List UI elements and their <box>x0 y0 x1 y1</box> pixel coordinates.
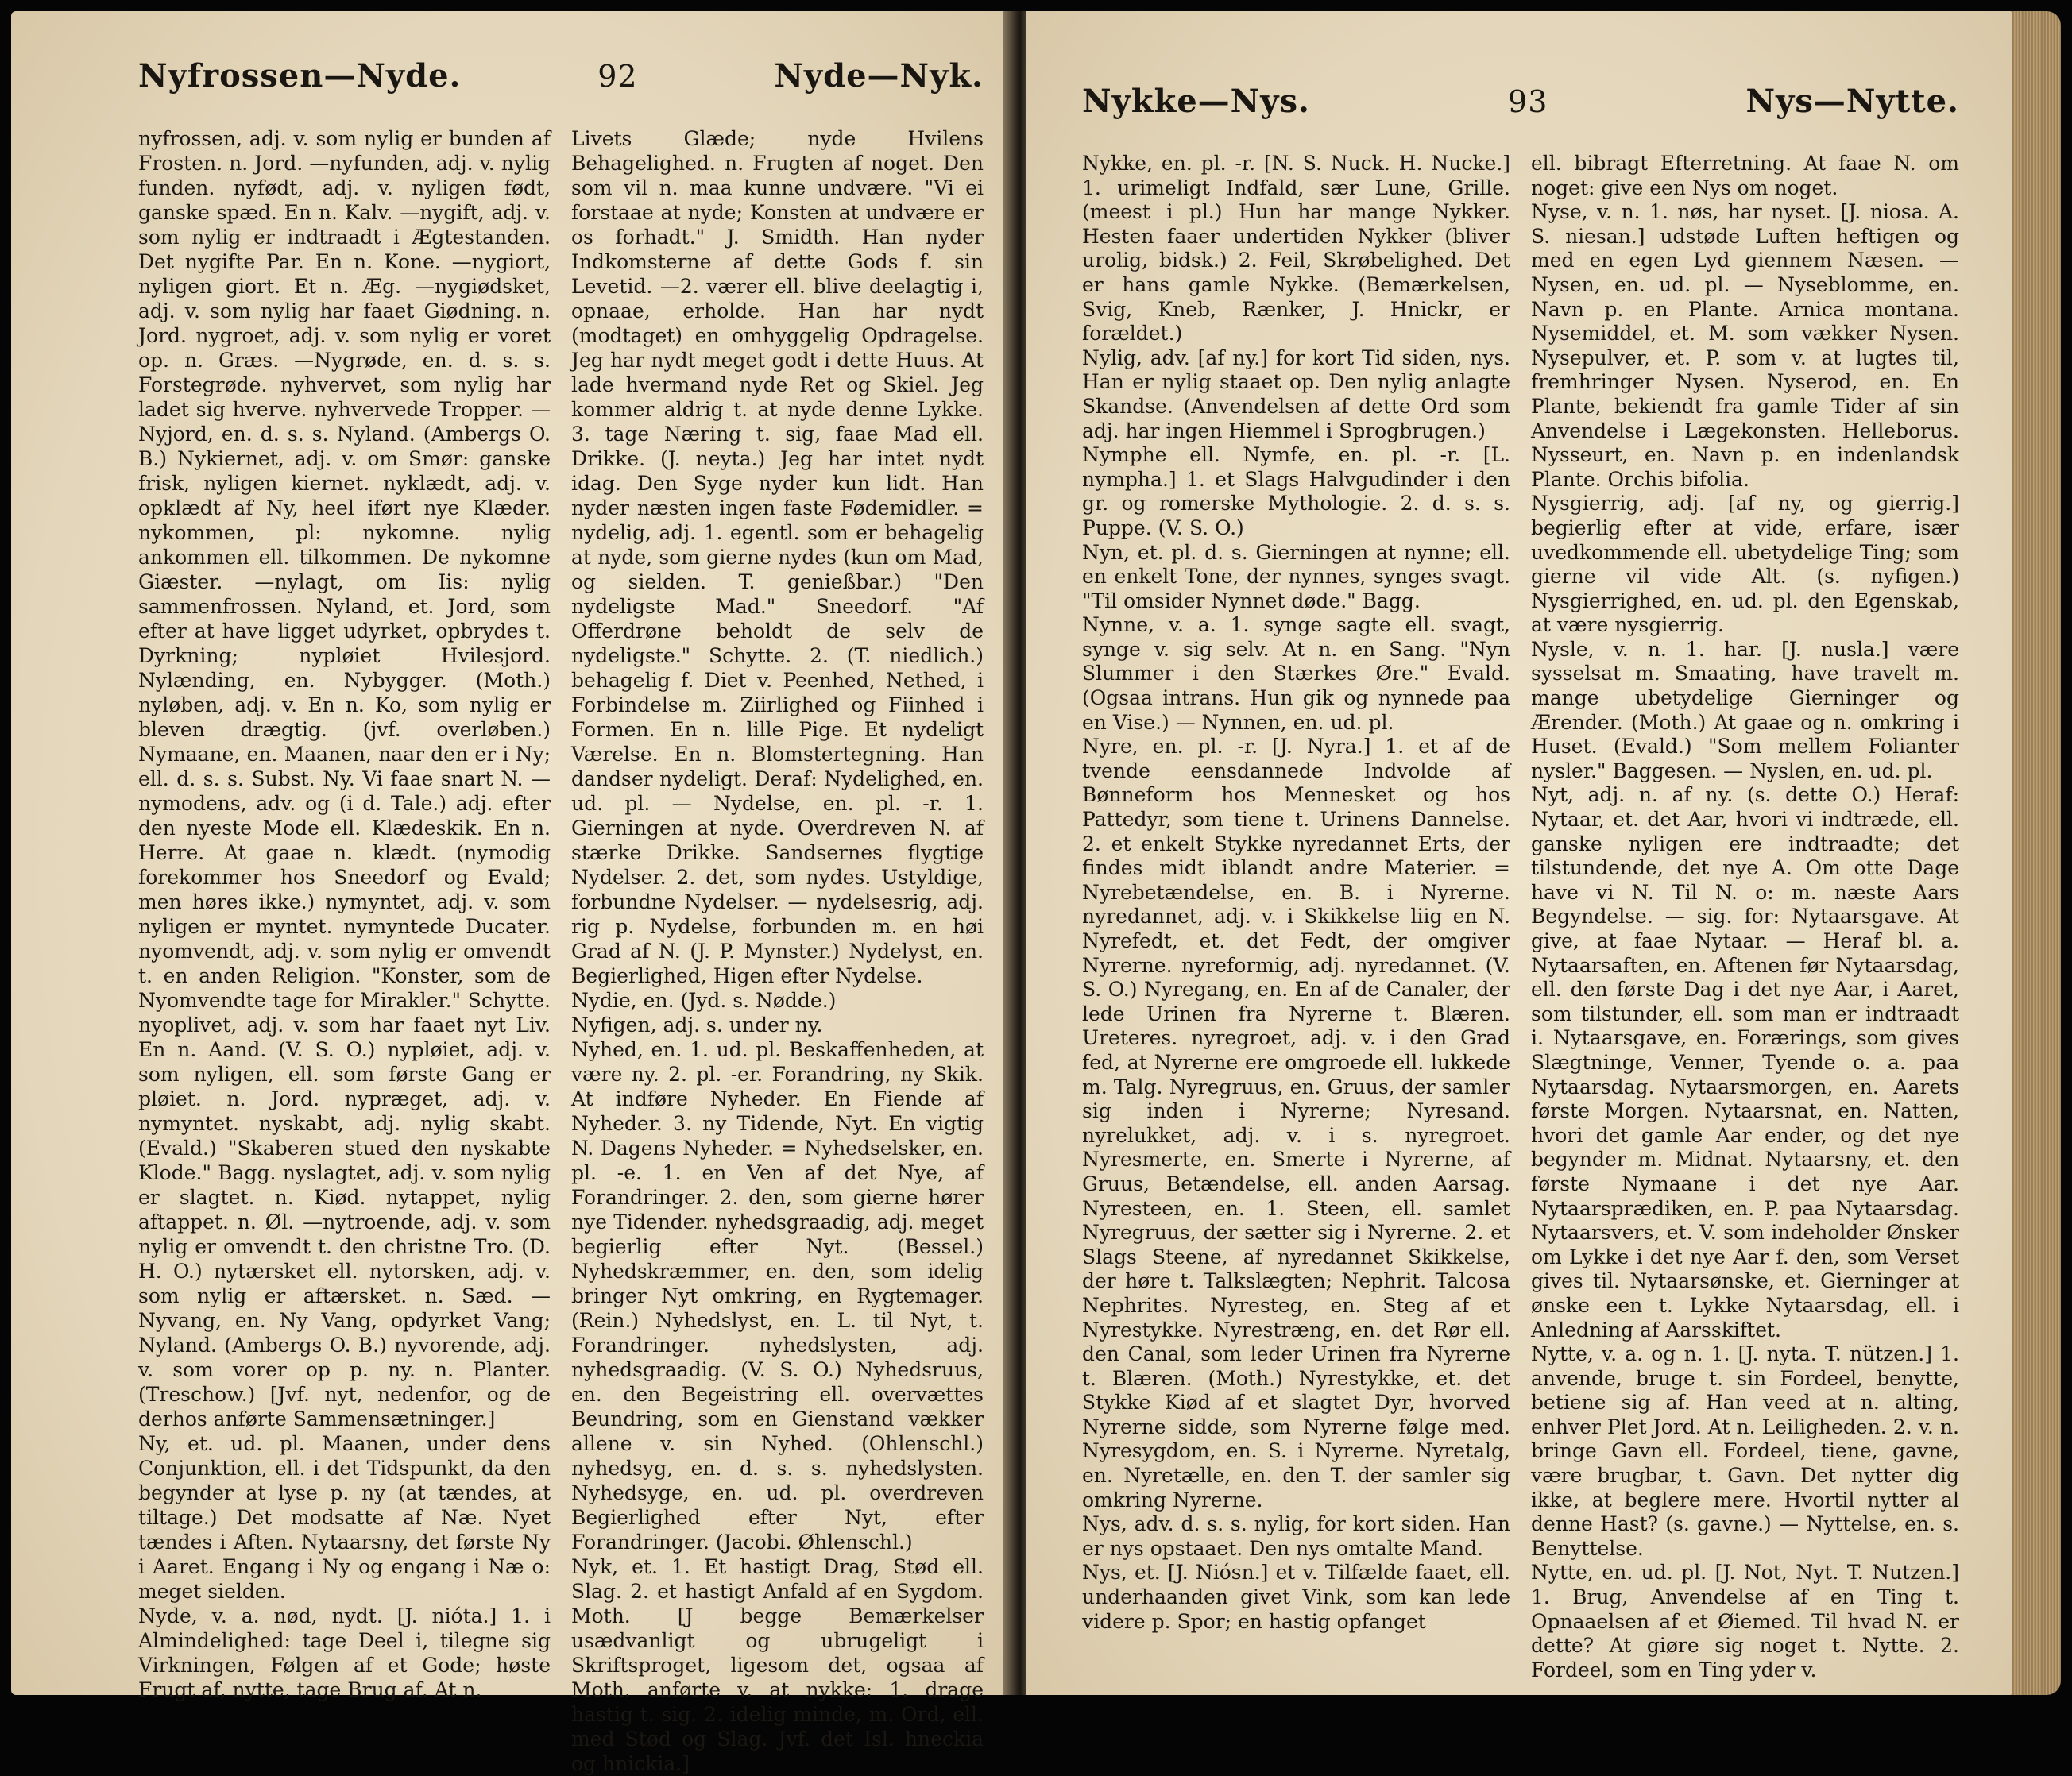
header-left: Nyfrossen—Nyde. <box>138 57 462 95</box>
header-right: Nyde—Nyk. <box>774 57 984 95</box>
text-columns <box>1082 152 1959 1682</box>
running-head <box>1082 83 1959 120</box>
page-number: 92 <box>597 59 638 94</box>
column-2: Livets Glæde; nyde Hvilens Behagelighed. n. Frugten af noget. Den som vil n. maa kunne undvære. "Vi ei forstaae at nyde; Konsten at undvære er os forhadt." J. Smidth. Han nyder Indkomsterne af dette Gods f. sin Levetid. —2. værer ell. blive deelagtig i, opnaae, erholde. Han har nydt (modtaget) en omhyggelig Opdragelse. Jeg har nydt meget godt i dette Huus. At lade hvermand nyde Ret og Skiel. Jeg kommer aldrig t. at nyde denne Lykke. 3. tage Næring t. sig, faae Mad ell. Drikke. (J. neyta.) Jeg har intet nydt idag. Den Syge nyder kun lidt. Han nyder næsten ingen faste Fødemidler. = nydelig, adj. 1. egentl. som er behagelig at nyde, som gierne nydes (kun om Mad, og sielden. T. genießbar.) "Den nydeligste Mad." Sneedorf. "Af Offerdrøne beholdt de selv de nydeligste." Schytte. 2. (T. niedlich.) behagelig f. Diet v. Peenhed, Nethed, i Forbindelse m. Ziirlighed og Fiinhed i Formen. En n. lille Pige. Et nydeligt Værelse. En n. Blomstertegning. Han dandser nydeligt. Deraf: Nydelighed, en. ud. pl. — Nydelse, en. pl. -r. 1. Gierningen at nyde. Overdreven N. af stærke Drikke. Sandsernes flygtige Nydelser. 2. det, som nydes. Ustyldige, forbundne Nydelser. — nydelsesrig, adj. rig p. Nydelse, forbunden m. en høi Grad af N. (J. P. Mynster.) Nydelyst, en. Begierlighed, Higen efter Nydelse. Nydie, en. (Jyd. s. Nødde.) Nyfigen, adj. s. under ny. Nyhed, en. 1. ud. pl. Beskaffenheden, at være ny. 2. pl. -er. Forandring, ny Skik. At indføre Nyheder. En Fiende af Nyheder. 3. ny Tidende, Nyt. En vigtig N. Dagens Nyheder. = Nyhedselsker, en. pl. -e. 1. en Ven af det Nye, af Forandringer. 2. den, som gierne hører nye Tidender. nyhedsgraadig, adj. meget begierlig efter Nyt. (Bessel.) Nyhedskræmmer, en. den, som idelig bringer Nyt omkring, en Rygtemager. (Rein.) Nyhedslyst, en. L. til Nyt, t. Forandringer. nyhedslysten, adj. nyhedsgraadig. (V. S. O.) Nyhedsruus, en. den Begeistring ell. overvættes Beundring, som en Gienstand vækker allene v. sin Nyhed. (Ohlenschl.) nyhedsyg, en. d. s. s. nyhedslysten. Nyhedsyge, en. ud. pl. overdreven Begierlighed efter Nyt, efter Forandringer. (Jacobi. Øhlenschl.) Nyk, et. 1. Et hastigt Drag, Stød ell. Slag. 2. et hastigt Anfald af en Sygdom. Moth. [J begge Bemærkelser usædvanligt og ubrugeligt i Skriftsproget, ligesom det, ogsaa af Moth. anførte v. at nykke: 1. drage hastig t. sig. 2. idelig minde, m. Ord, ell. med Stød og Slag. Jvf. det Isl. hneckia og hnickia.] <box>571 127 984 1775</box>
column-1: nyfrossen, adj. v. som nylig er bunden af Frosten. n. Jord. —nyfunden, adj. v. nylig funden. nyfødt, adj. v. nyligen født, ganske spæd. En n. Kalv. —nygift, adj. v. som nylig er indtraadt i Ægtestanden. Det nygifte Par. En n. Kone. —nygiort, nyligen giort. Et n. Æg. —nygiødsket, adj. v. som nylig har faaet Giødning. n. Jord. nygroet, adj. v. som nylig er voret op. n. Græs. —Nygrøde, en. d. s. s. Forstegrøde. nyhvervet, som nylig har ladet sig hverve. nyhvervede Tropper. —Nyjord, en. d. s. s. Nyland. (Ambergs O. B.) Nykiernet, adj. v. om Smør: ganske frisk, nyligen kiernet. nyklædt, adj. v. opklædt af Ny, heel iført nye Klæder. nykommen, pl: nykomne. nylig ankommen ell. tilkommen. De nykomne Giæster. —nylagt, om Iis: nylig sammenfrossen. Nyland, et. Jord, som efter at have ligget udyrket, opbrydes t. Dyrkning; nypløiet Hvilesjord. Nylænding, en. Nybygger. (Moth.) nyløben, adj. v. En n. Ko, som nylig er bleven drægtig. (jvf. overløben.) Nymaane, en. Maanen, naar den er i Ny; ell. d. s. s. Subst. Ny. Vi faae snart N. —nymodens, adv. og (i d. Tale.) adj. efter den nyeste Mode ell. Klædeskik. En n. Herre. At gaae n. klædt. (nymodig forekommer hos Sneedorf og Evald; men høres ikke.) nymyntet, adj. v. som nyligen er myntet. nymyntede Ducater. nyomvendt, adj. v. som nylig er omvendt t. en anden Religion. "Konster, som de Nyomvendte tage for Mirakler." Schytte. nyoplivet, adj. v. som har faaet nyt Liv. En n. Aand. (V. S. O.) nypløiet, adj. v. som nyligen, ell. som første Gang er pløiet. n. Jord. nypræget, adj. v. nymyntet. nyskabt, adj. nylig skabt. (Evald.) "Skaberen stued den nyskabte Klode." Bagg. nyslagtet, adj. v. som nylig er slagtet. n. Kiød. nytappet, nylig aftappet. n. Øl. —nytroende, adj. v. som nylig er omvendt t. den christne Tro. (D. H. O.) nytærsket ell. nytorsken, adj. v. som nylig er aftærsket. n. Sæd. —Nyvang, en. Ny Vang, opdyrket Vang; Nyland. (Ambergs O. B.) nyvorende, adj. v. som vorer op p. ny. n. Planter. (Treschow.) [Jvf. nyt, nedenfor, og de derhos anførte Sammensætninger.] Ny, et. ud. pl. Maanen, under dens Conjunktion, ell. i det Tidspunkt, da den begynder at lyse p. ny (at tændes, at tiltage.) Det modsatte af Næ. Nyet tændes i Aften. Nytaarsny, det første Ny i Aaret. Engang i Ny og engang i Næ o: meget sielden. Nyde, v. a. nød, nydt. [J. nióta.] 1. i Almindelighed: tage Deel i, tilegne sig Virkningen, Følgen af et Gode; høste Frugt af, nytte, tage Brug af. At n. <box>138 127 551 1701</box>
page-edges <box>2012 11 2061 1695</box>
page-number: 93 <box>1508 84 1548 119</box>
text-columns <box>138 126 984 1776</box>
column-1: Nykke, en. pl. -r. [N. S. Nuck. H. Nucke.] 1. urimeligt Indfald, sær Lune, Grille. (meest i pl.) Hun har mange Nykker. Hesten faaer undertiden Nykker (bliver urolig, bidsk.) 2. Feil, Skrøbelighed. Det er hans gamle Nykke. (Bemærkelsen, Svig, Kneb, Rænker, J. Hnickr, er forældet.) Nylig, adv. [af ny.] for kort Tid siden, nys. Han er nylig staaet op. Den nylig anlagte Skandse. (Anvendelsen af dette Ord som adj. har ingen Hiemmel i Sprogbrugen.) Nymphe ell. Nymfe, en. pl. -r. [L. nympha.] 1. et Slags Halvgudinder i den gr. og romerske Mythologie. 2. d. s. s. Puppe. (V. S. O.) Nyn, et. pl. d. s. Gierningen at nynne; ell. en enkelt Tone, der nynnes, synges svagt. "Til omsider Nynnet døde." Bagg. Nynne, v. a. 1. synge sagte ell. svagt, synge v. sig selv. At n. en Sang. "Nyn Slummer i den Stærkes Øre." Evald. (Ogsaa intrans. Hun gik og nynnede paa en Vise.) — Nynnen, en. ud. pl. Nyre, en. pl. -r. [J. Nyra.] 1. et af de tvende eensdannede Indvolde af Bønneform hos Mennesket og hos Pattedyr, som tiene t. Urinens Dannelse. 2. et enkelt Stykke nyredannet Erts, der findes midt iblandt andre Materier. = Nyrebetændelse, en. B. i Nyrerne. nyredannet, adj. v. i Skikkelse liig en N. Nyrefedt, et. det Fedt, der omgiver Nyrerne. nyreformig, adj. nyredannet. (V. S. O.) Nyregang, en. En af de Canaler, der lede Urinen fra Nyrerne t. Blæren. Ureteres. nyregroet, adj. v. i den Grad fed, at Nyrerne ere omgroede ell. lukkede m. Talg. Nyregruus, en. Gruus, der samler sig inden i Nyrerne; Nyresand. nyrelukket, adj. v. i s. nyregroet. Nyresmerte, en. Smerte i Nyrerne, af Gruus, Betændelse, ell. anden Aarsag. Nyresteen, en. 1. Steen, ell. samlet Nyregruus, der sætter sig i Nyrerne. 2. et Slags Steene, af nyredannet Skikkelse, der høre t. Talkslægten; Nephrit. Talcosa Nephrites. Nyresteg, en. Steg af et Nyrestykke. Nyrestræng, en. det Rør ell. den Canal, som leder Urinen fra Nyrerne t. Blæren. (Moth.) Nyrestykke, et. det Stykke Kiød af et slagtet Dyr, hvorved Nyrerne sidde, som Nyrerne følge med. Nyresygdom, en. S. i Nyrerne. Nyretalg, en. Nyretælle, en. den T. der samler sig omkring Nyrerne. Nys, adv. d. s. s. nylig, for kort siden. Han er nys opstaaet. Den nys omtalte Mand. Nys, et. [J. Niósn.] et v. Tilfælde faaet, ell. underhaanden givet Vink, som kan lede videre p. Spor; en hastig opfanget <box>1082 152 1510 1633</box>
right-page <box>1026 11 2015 1695</box>
header-right: Nys—Nytte. <box>1745 83 1959 120</box>
header-left: Nykke—Nys. <box>1082 83 1310 120</box>
running-head <box>138 57 984 95</box>
column-2: ell. bibragt Efterretning. At faae N. om noget: give een Nys om noget. Nyse, v. n. 1. nøs, har nyset. [J. niosa. A. S. niesan.] udstøde Luften heftigen og med en egen Lyd giennem Næsen. — Nysen, en. ud. pl. — Nyseblomme, en. Navn p. en Plante. Arnica montana. Nysemiddel, et. M. som vækker Nysen. Nysepulver, et. P. som v. at lugtes til, fremhringer Nysen. Nyserod, en. En Plante, bekiendt fra gamle Tider af sin Anvendelse i Lægekonsten. Helleborus. Nysseurt, en. Navn p. en indenlandsk Plante. Orchis bifolia. Nysgierrig, adj. [af ny, og gierrig.] begierlig efter at vide, erfare, især uvedkommende ell. ubetydelige Ting; som gierne vil vide Alt. (s. nyfigen.) Nysgierrighed, en. ud. pl. den Egenskab, at være nysgierrig. Nysle, v. n. 1. har. [J. nusla.] være sysselsat m. Smaating, have travelt m. mange ubetydelige Gierninger og Ærender. (Moth.) At gaae og n. omkring i Huset. (Evald.) "Som mellem Folianter nysler." Baggesen. — Nyslen, en. ud. pl. Nyt, adj. n. af ny. (s. dette O.) Heraf: Nytaar, et. det Aar, hvori vi indtræde, ell. ganske nyligen ere indtraadte; det tilstundende, det nye A. Om otte Dage have vi N. Til N. o: m. næste Aars Begyndelse. — sig. for: Nytaarsgave. At give, at faae Nytaar. — Heraf bl. a. Nytaarsaften, en. Aftenen før Nytaarsdag, ell. den første Dag i det nye Aar, i Aaret, som tilstunder, ell. som man er indtraadt i. Nytaarsgave, en. Forærings, som gives Slægtninge, Venner, Tyende o. a. paa Nytaarsdag. Nytaarsmorgen, en. Aarets første Morgen. Nytaarsnat, en. Natten, hvori det gamle Aar ender, og det nye begynder m. Midnat. Nytaarsny, et. den første Nymaane i det nye Aar. Nytaarsprædiken, en. P. paa Nytaarsdag. Nytaarsvers, et. V. som indeholder Ønsker om Lykke i det nye Aar f. den, som Verset gives til. Nytaarsønske, et. Gierninger at ønske een t. Lykke Nytaarsdag, ell. i Anledning af Aarsskiftet. Nytte, v. a. og n. 1. [J. nyta. T. nützen.] 1. anvende, bruge t. sin Fordeel, benytte, betiene sig af. Han veed at n. alting, enhver Plet Jord. At n. Leiligheden. 2. v. n. bringe Gavn ell. Fordeel, tiene, gavne, være brugbar, t. Gavn. Det nytter dig ikke, at beglere mere. Hvortil nytter al denne Hast? (s. gavne.) — Nyttelse, en. s. Benyttelse. Nytte, en. ud. pl. [J. Not, Nyt. T. Nutzen.] 1. Brug, Anvendelse af en Ting t. Opnaaelsen af et Øiemed. Til hvad N. er dette? At giøre sig noget t. Nytte. 2. Fordeel, som en Ting yder v. <box>1531 152 1959 1681</box>
left-page <box>11 11 1011 1775</box>
